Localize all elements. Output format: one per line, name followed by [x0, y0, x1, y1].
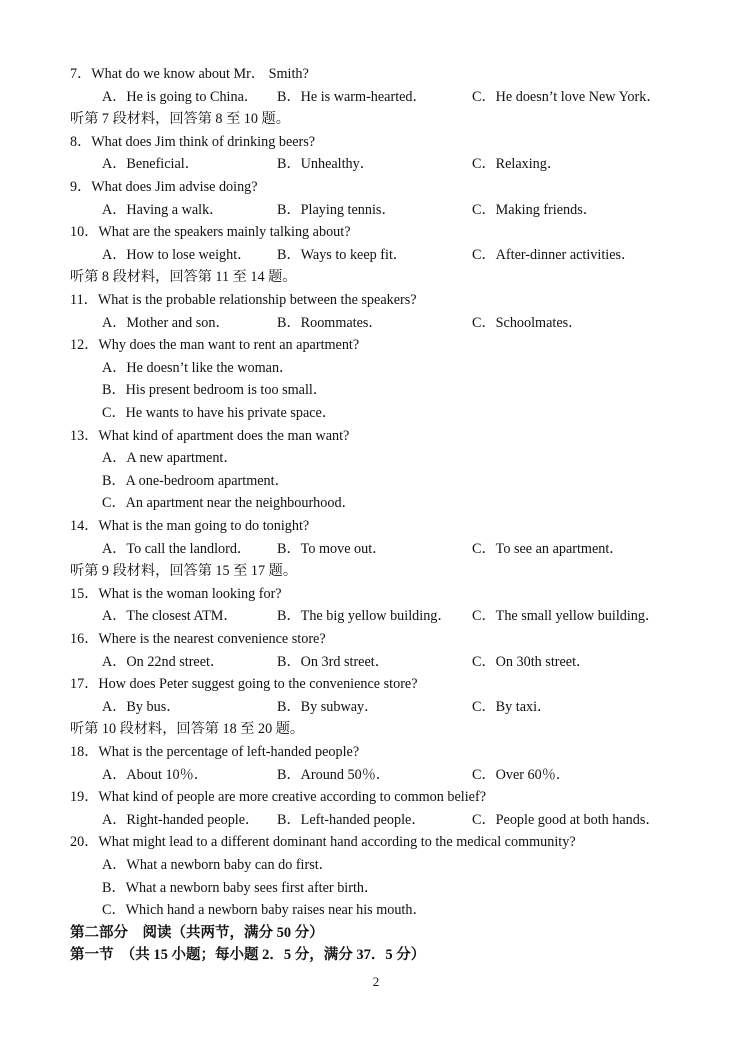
- option-text: C．Relaxing．: [472, 156, 562, 173]
- option-text: A．What a newborn baby can do first．: [102, 857, 333, 873]
- option-text: B．A one-bedroom apartment．: [102, 472, 289, 489]
- question-text: 9．What does Jim advise doing?: [70, 179, 258, 195]
- option-text: C．Over 60％．: [472, 766, 571, 783]
- question-text: 20．What might lead to a different dominant hand according to the medical community?: [70, 834, 576, 851]
- option-text: C．Schoolmates．: [472, 314, 583, 331]
- option-text: A．The closest ATM．: [102, 608, 238, 625]
- option-text: C．Making friends．: [472, 201, 597, 218]
- question-text: 10．What are the speakers mainly talking about?: [70, 224, 351, 241]
- question-text: 12．Why does the man want to rent an apartment?: [70, 337, 360, 354]
- option-text: A．How to lose weight．: [102, 246, 252, 263]
- option-text: B．What a newborn baby sees first after birth．: [102, 879, 379, 896]
- option-text: B．Playing tennis．: [277, 201, 396, 218]
- question-text: 8．What does Jim think of drinking beers?: [70, 133, 316, 150]
- option-text: B．Roommates．: [277, 314, 383, 331]
- option-text: A．Right-handed people．: [102, 811, 260, 828]
- option-text: C．To see an apartment．: [472, 540, 624, 557]
- question-text: 14．What is the man going to do tonight?: [70, 518, 310, 534]
- question-text: 19．What kind of people are more creative according to common belief?: [70, 789, 486, 806]
- question-text: 7．What do we know about Mr． Smith?: [70, 66, 309, 82]
- option-text: A．Mother and son．: [102, 314, 230, 331]
- option-text: C．An apartment near the neighbourhood．: [102, 495, 356, 512]
- option-text: C．On 30th street．: [472, 653, 591, 670]
- question-text: 11．What is the probable relationship between the speakers?: [70, 292, 417, 308]
- option-text: C．He wants to have his private space．: [102, 405, 337, 421]
- option-text: B．On 3rd street．: [277, 653, 389, 670]
- question-text: 17．How does Peter suggest going to the convenience store?: [70, 676, 418, 693]
- option-text: C．People good at both hands．: [472, 811, 660, 828]
- option-text: B．Unhealthy．: [277, 156, 374, 173]
- option-text: A．Having a walk．: [102, 201, 224, 218]
- option-text: A．Beneficial．: [102, 156, 199, 173]
- option-text: C．The small yellow building．: [472, 608, 660, 625]
- option-text: C．After-dinner activities．: [472, 246, 636, 263]
- option-text: B．His present bedroom is too small．: [102, 382, 328, 399]
- option-text: B．To move out．: [277, 540, 387, 557]
- section-instruction: 听第 7 段材料，回答第 8 至 10 题。: [70, 111, 290, 128]
- option-text: A．By bus．: [102, 698, 181, 715]
- option-text: B．The big yellow building．: [277, 608, 452, 625]
- option-text: B．Left-handed people．: [277, 811, 426, 828]
- option-text: A．To call the landlord．: [102, 540, 252, 557]
- option-text: C．Which hand a newborn baby raises near his mouth．: [102, 902, 427, 919]
- part-heading: 第二部分 阅读（共两节，满分 50 分）: [70, 924, 324, 941]
- section-instruction: 听第 10 段材料，回答第 18 至 20 题。: [70, 721, 305, 738]
- question-text: 18．What is the percentage of left-handed people?: [70, 744, 360, 760]
- section-instruction: 听第 8 段材料，回答第 11 至 14 题。: [70, 269, 297, 286]
- part-heading: 第一节 （共 15 小题；每小题 2．5 分，满分 37．5 分）: [70, 947, 426, 964]
- option-text: A．On 22nd street．: [102, 653, 225, 670]
- question-text: 13．What kind of apartment does the man want?: [70, 427, 350, 444]
- option-text: B．He is warm-hearted．: [277, 88, 427, 105]
- option-text: A．He is going to China．: [102, 88, 259, 105]
- option-text: B．Ways to keep fit．: [277, 246, 408, 263]
- page-number: 2: [372, 974, 380, 989]
- option-text: B．By subway．: [277, 698, 379, 715]
- question-text: 15．What is the woman looking for?: [70, 585, 282, 602]
- option-text: C．By taxi．: [472, 698, 552, 715]
- option-text: A．A new apartment．: [102, 450, 238, 467]
- option-text: A．About 10％．: [102, 766, 209, 783]
- option-text: A．He doesn’t like the woman．: [102, 359, 294, 376]
- option-text: B．Around 50％．: [277, 766, 391, 783]
- question-text: 16．Where is the nearest convenience store?: [70, 631, 326, 647]
- section-instruction: 听第 9 段材料，回答第 15 至 17 题。: [70, 563, 298, 580]
- option-text: C．He doesn’t love New York．: [472, 88, 661, 105]
